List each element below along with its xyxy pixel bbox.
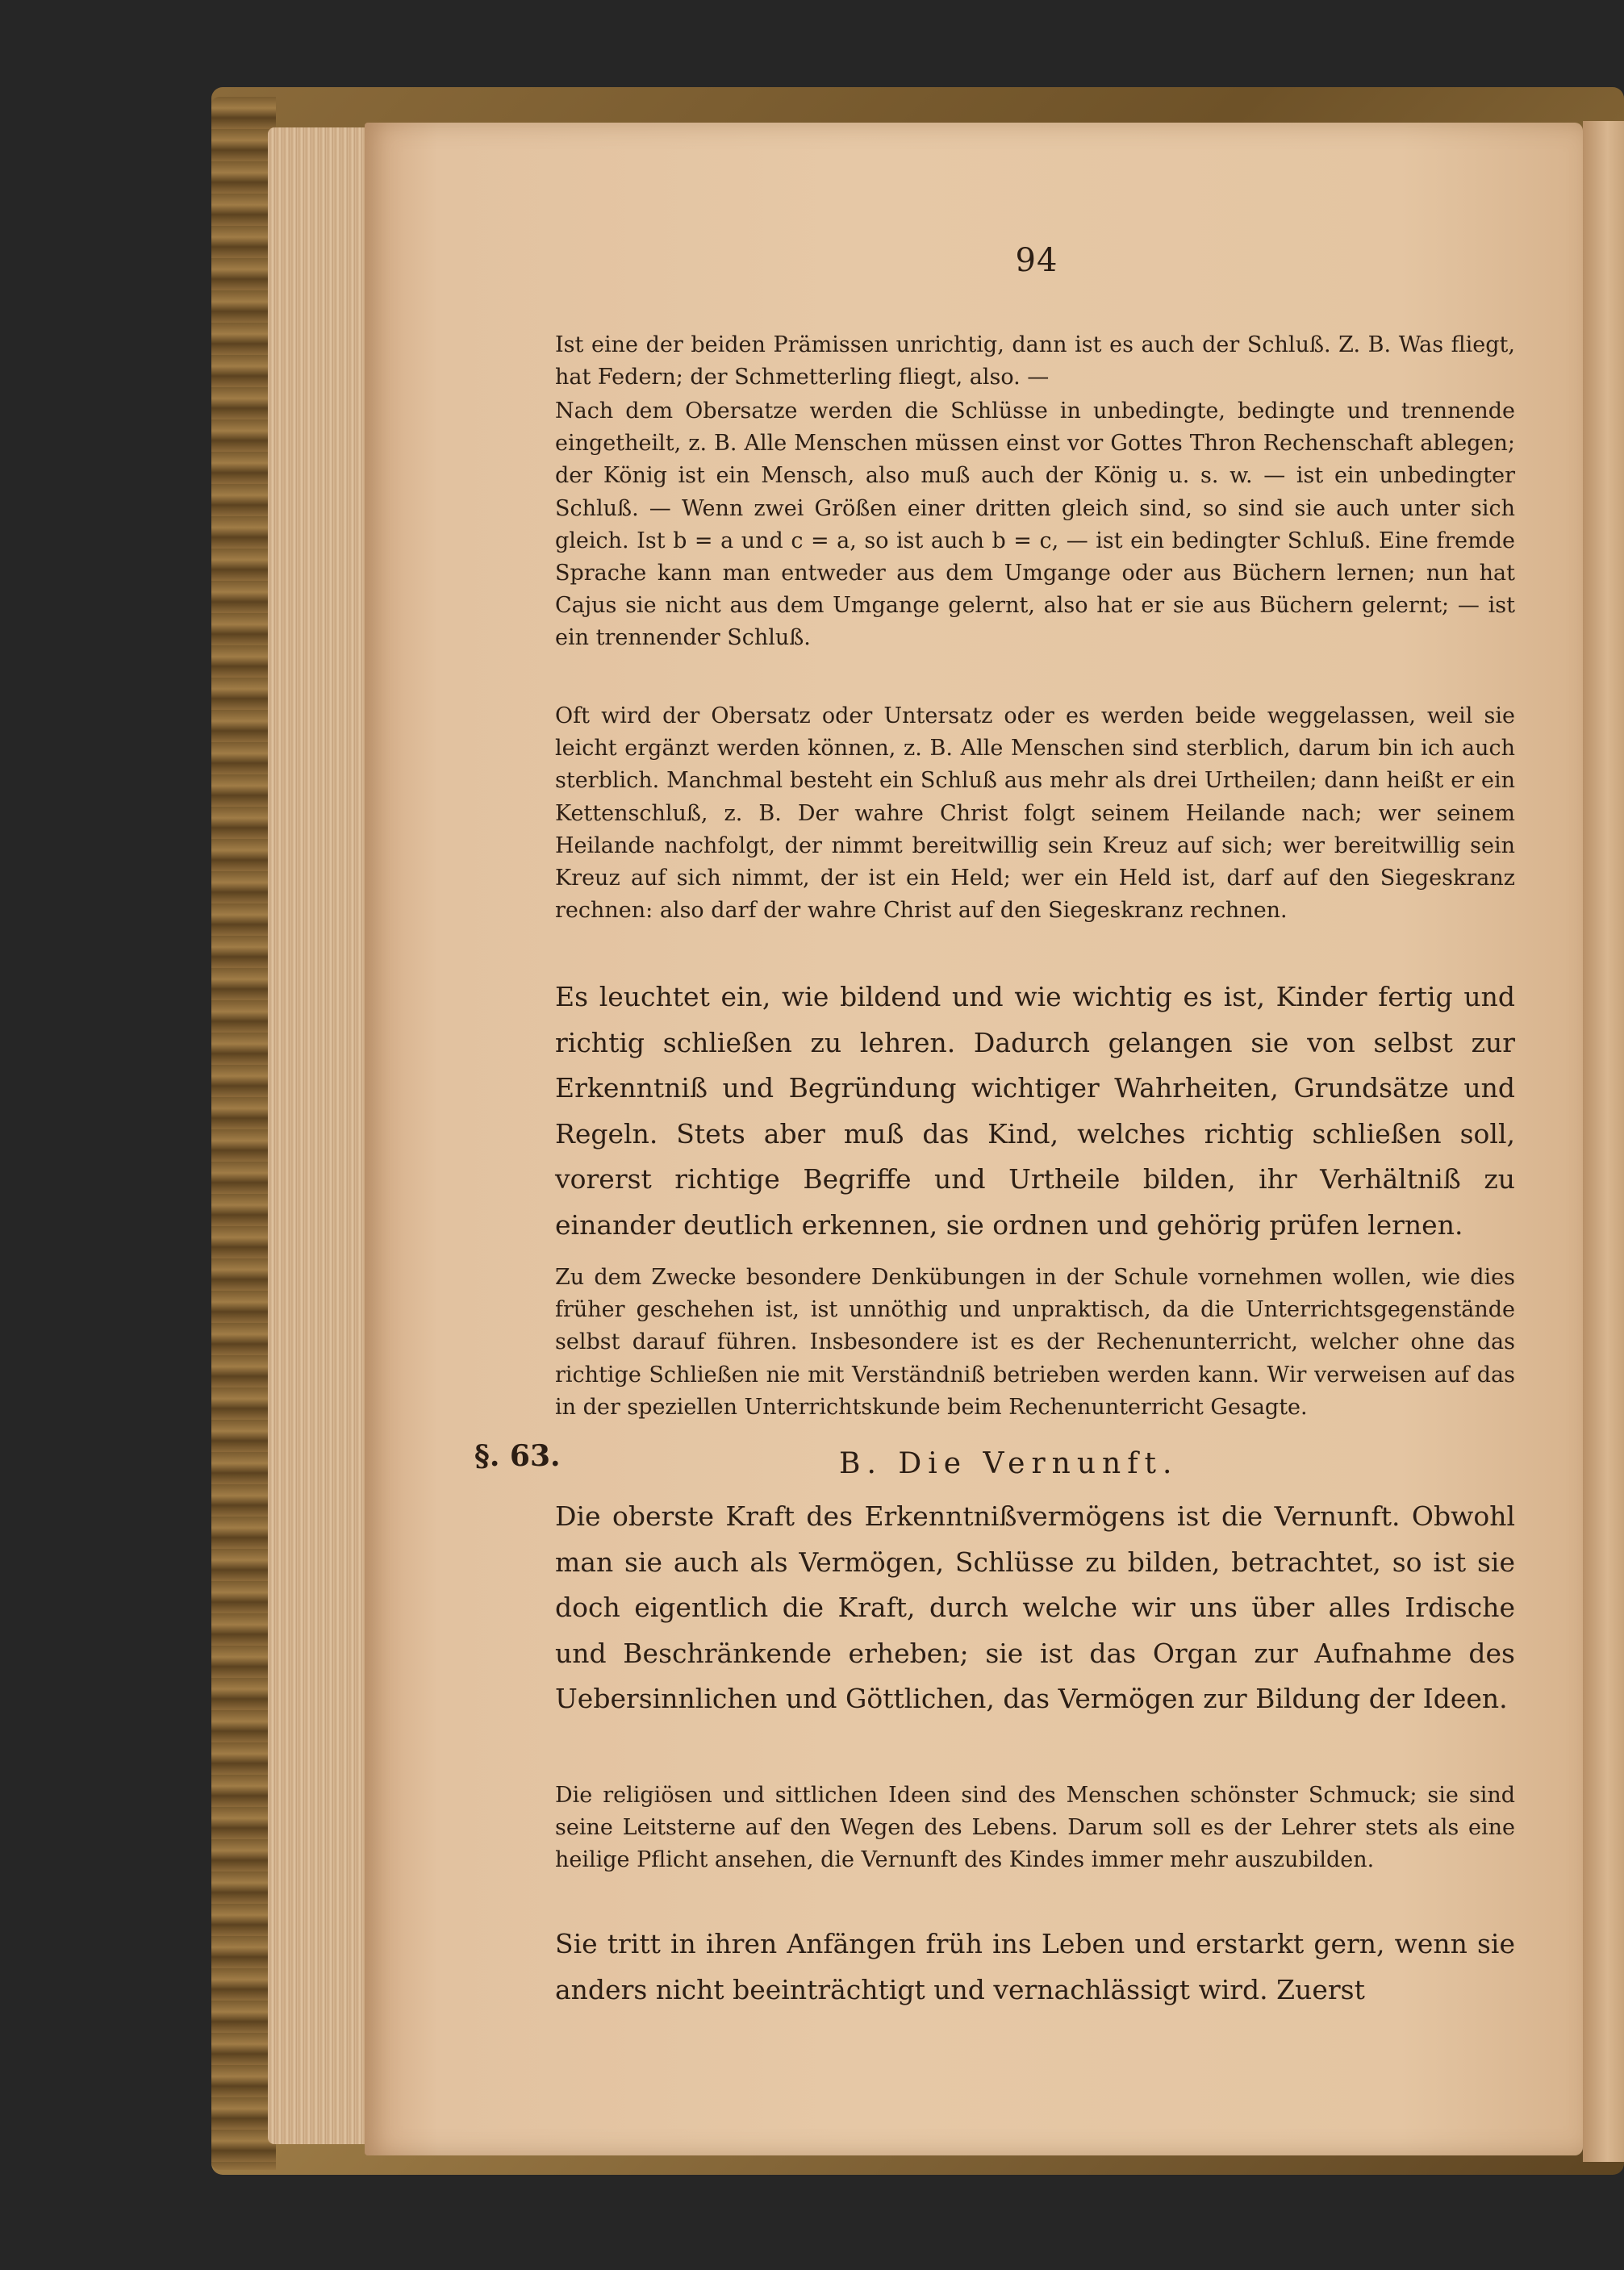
paragraph-teaching-reasoning: Es leuchtet ein, wie bildend und wie wichtig es ist, Kinder fertig und richtig schließen zu lehren. Dadurch gelangen sie von selbst zur Erkenntniß und Begründung wichtiger Wahrheiten, Grundsätze und Regeln. Stets aber muß das Kind, welches richtig schließen soll, vorerst richtige Begriffe und Urtheile bilden, ihr Verhältniß zu einander deutlich erkennen, sie ordnen und gehörig prüfen lernen. xyxy=(555,981,1515,1241)
page-edges xyxy=(268,127,381,2144)
section-heading: B. Die Vernunft. xyxy=(839,1447,1179,1480)
paragraph-reason-definition: Die oberste Kraft des Erkenntnißvermögens ist die Vernunft. Obwohl man sie auch als Vermögen, Schlüsse zu bilden, betrachtet, so ist sie doch eigentlich die Kraft, durch welche wir uns über alles Irdische und Beschränkende erheben; sie ist das Organ zur Aufnahme des Uebersinnlichen und Göttlichen, das Vermögen zur Bildung der Ideen. xyxy=(555,1500,1515,1714)
marbled-spine-board xyxy=(211,97,276,2170)
paragraph-thinking-exercises: Zu dem Zwecke besondere Denkübungen in der Schule vornehmen wollen, wie dies früher geschehen ist, ist unnöthig und unpraktisch, da die Unterrichtsgegenstände selbst darauf führen. Insbesondere ist es der Rechenunterricht, welcher ohne das richtige Schließen nie mit Verständniß betrieben werden kann. Wir verweisen auf das in der speziellen Unterrichtskunde beim Rechenunterricht Gesagte. xyxy=(555,1265,1515,1420)
paragraph-religious-ideas: Die religiösen und sittlichen Ideen sind des Menschen schönster Schmuck; sie sind seine Leitsterne auf den Wegen des Lebens. Darum soll es der Lehrer stets als eine heilige Pflicht ansehen, die Vernunft des Kindes immer mehr auszubilden. xyxy=(555,1783,1515,1873)
page-number: 94 xyxy=(1015,242,1058,279)
paragraph-chain-syllogism: Oft wird der Obersatz oder Untersatz oder es werden beide weggelassen, weil sie leicht ergänzt werden können, z. B. Alle Menschen sind sterblich, darum bin ich auch sterblich. Manchmal besteht ein Schluß aus mehr als drei Urtheilen; dann heißt er ein Kettenschluß, z. B. Der wahre Christ folgt seinem Heilande nach; wer seinem Heilande nachfolgt, der nimmt bereitwillig sein Kreuz auf sich; wer bereitwillig sein Kreuz auf sich nimmt, der ist ein Held; wer ein Held ist, darf auf den Siegeskranz rechnen: also darf der wahre Christ auf den Siegeskranz rechnen. xyxy=(555,703,1515,924)
paragraph-premise-error: Ist eine der beiden Prämissen unrichtig, dann ist es auch der Schluß. Z. B. Was fliegt, hat Federn; der Schmetterling fliegt, also. — xyxy=(555,332,1515,390)
section-number: §. 63. xyxy=(474,1439,561,1473)
facing-page-edge xyxy=(1583,121,1624,2162)
paragraph-syllogism-types: Nach dem Obersatze werden die Schlüsse in unbedingte, bedingte und trennende eingetheilt, z. B. Alle Menschen müssen einst vor Gottes Thron Rechenschaft ablegen; der König ist ein Mensch, also muß auch der König u. s. w. — ist ein unbedingter Schluß. — Wenn zwei Größen einer dritten gleich sind, so sind sie auch unter sich gleich. Ist b = a und c = a, so ist auch b = c, — ist ein bedingter Schluß. Eine fremde Sprache kann man entweder aus dem Umgange oder aus Büchern lernen; nun hat Cajus sie nicht aus dem Umgange gelernt, also hat er sie aus Büchern gelernt; — ist ein trennender Schluß. xyxy=(555,399,1515,651)
paragraph-reason-beginnings: Sie tritt in ihren Anfängen früh ins Leben und erstarkt gern, wenn sie anders nicht beeinträchtigt und vernachlässigt wird. Zuerst xyxy=(555,1928,1515,2005)
